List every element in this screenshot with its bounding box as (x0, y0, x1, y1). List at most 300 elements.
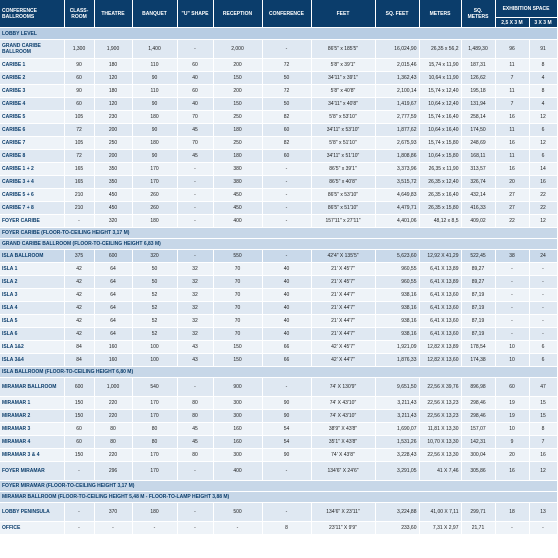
cell-theatre: 350 (94, 163, 132, 176)
cell-meters: 11,81 X 13,30 (419, 423, 461, 436)
cell-exh-a: 22 (495, 215, 529, 228)
cell-ushape: 43 (177, 354, 213, 367)
cell-meters: 15,74 x 15,80 (419, 137, 461, 150)
cell-conference: - (262, 462, 311, 481)
cell-exh-b: 6 (529, 341, 557, 354)
cell-sqfeet: 938,16 (375, 328, 419, 341)
room-name: ISLA 3 (0, 289, 64, 302)
cell-conference: 50 (262, 72, 311, 85)
cell-conference: - (262, 215, 311, 228)
cell-classroom: 60 (64, 436, 94, 449)
cell-sqfeet: 938,16 (375, 315, 419, 328)
cell-ushape: 80 (177, 410, 213, 423)
cell-theatre: 1,900 (94, 40, 132, 59)
cell-feet: 21' X 44'7" (311, 315, 375, 328)
cell-meters: 12,82 X 13,60 (419, 354, 461, 367)
cell-ushape: 40 (177, 98, 213, 111)
cell-feet: 86'5" x 51'10" (311, 202, 375, 215)
cell-exh-b: 47 (529, 378, 557, 397)
cell-conference: 40 (262, 289, 311, 302)
cell-banquet: 170 (132, 410, 177, 423)
header-exhibition-a: 2,5 X 3 M (495, 18, 529, 28)
cell-reception: 70 (213, 276, 262, 289)
cell-feet: 34'11" x 40'8" (311, 98, 375, 111)
cell-classroom: 210 (64, 189, 94, 202)
cell-theatre: 250 (94, 137, 132, 150)
table-row (0, 423, 557, 436)
cell-ushape: - (177, 503, 213, 522)
header-name: CONFERENCE BALLROOMS (0, 0, 64, 28)
cell-exh-b: 12 (529, 137, 557, 150)
section-label-row (0, 481, 557, 492)
table-row (0, 150, 557, 163)
cell-exh-a: 16 (495, 137, 529, 150)
cell-exh-b: - (529, 289, 557, 302)
cell-reception: 250 (213, 111, 262, 124)
table-row (0, 503, 557, 522)
cell-conference: 90 (262, 410, 311, 423)
cell-meters: 26,35 x 15,80 (419, 202, 461, 215)
cell-exh-b: 12 (529, 215, 557, 228)
cell-sqmeters: 87,19 (461, 328, 495, 341)
table-row (0, 328, 557, 341)
cell-feet: 134'6" X 24'6" (311, 462, 375, 481)
cell-exh-b: 8 (529, 59, 557, 72)
table-row (0, 276, 557, 289)
cell-sqfeet: 1,690,07 (375, 423, 419, 436)
cell-feet: 21' X 44'7" (311, 328, 375, 341)
cell-theatre: 64 (94, 263, 132, 276)
cell-reception: 70 (213, 315, 262, 328)
cell-feet: 157'11" x 27'11" (311, 215, 375, 228)
cell-conference: 82 (262, 137, 311, 150)
cell-ushape: - (177, 250, 213, 263)
cell-feet: 34'11" x 51'10" (311, 150, 375, 163)
cell-reception: 380 (213, 176, 262, 189)
room-name: CARIBE 3 + 4 (0, 176, 64, 189)
cell-meters: 26,35 x 16,40 (419, 189, 461, 202)
section-label: FOYER CARIBE (FLOOR-TO-CEILING HEIGHT 3,17 M) (0, 228, 557, 239)
cell-banquet: 90 (132, 124, 177, 137)
cell-ushape: 60 (177, 59, 213, 72)
cell-exh-a: - (495, 276, 529, 289)
cell-classroom: 42 (64, 315, 94, 328)
cell-sqmeters: 157,07 (461, 423, 495, 436)
room-name: CARIBE 8 (0, 150, 64, 163)
cell-conference: - (262, 503, 311, 522)
cell-reception: 380 (213, 163, 262, 176)
cell-theatre: 120 (94, 72, 132, 85)
room-name: MIRAMAR 3 (0, 423, 64, 436)
cell-feet: 21' X 44'7" (311, 302, 375, 315)
cell-meters: 15,74 x 16,40 (419, 111, 461, 124)
cell-exh-a: - (495, 328, 529, 341)
cell-sqmeters: 142,31 (461, 436, 495, 449)
cell-exh-b: 7 (529, 436, 557, 449)
cell-exh-a: 18 (495, 503, 529, 522)
cell-sqfeet: 3,224,88 (375, 503, 419, 522)
cell-exh-b: 22 (529, 189, 557, 202)
cell-ushape: 40 (177, 72, 213, 85)
cell-banquet: 80 (132, 423, 177, 436)
cell-banquet: 180 (132, 503, 177, 522)
cell-reception: 180 (213, 150, 262, 163)
cell-feet: 35'1" X 43'8" (311, 436, 375, 449)
cell-meters: 6,41 X 13,60 (419, 289, 461, 302)
cell-feet: 74' X 43'10" (311, 410, 375, 423)
cell-meters: 10,70 X 13,30 (419, 436, 461, 449)
cell-exh-b: 4 (529, 98, 557, 111)
cell-meters: 7,31 X 2,97 (419, 522, 461, 535)
cell-feet: 74' X 130'9" (311, 378, 375, 397)
cell-ushape: 80 (177, 449, 213, 462)
cell-ushape: 32 (177, 276, 213, 289)
cell-feet: 42'4" X 135'5" (311, 250, 375, 263)
cell-feet: 86'5" x 39'1" (311, 163, 375, 176)
cell-banquet: 260 (132, 189, 177, 202)
cell-classroom: 90 (64, 85, 94, 98)
cell-reception: 300 (213, 397, 262, 410)
room-name: MIRAMAR 2 (0, 410, 64, 423)
cell-meters: 10,64 x 15,80 (419, 150, 461, 163)
cell-reception: 250 (213, 137, 262, 150)
cell-banquet: 110 (132, 85, 177, 98)
cell-theatre: 320 (94, 215, 132, 228)
cell-theatre: 220 (94, 397, 132, 410)
cell-conference: 66 (262, 341, 311, 354)
cell-sqfeet: 4,649,83 (375, 189, 419, 202)
table-row (0, 163, 557, 176)
cell-classroom: 42 (64, 328, 94, 341)
cell-conference: 66 (262, 354, 311, 367)
table-row (0, 397, 557, 410)
section-label: ISLA BALLROOM (FLOOR-TO-CEILING HEIGHT 6,80 M) (0, 367, 557, 378)
cell-banquet: 170 (132, 397, 177, 410)
table-row (0, 462, 557, 481)
cell-sqfeet: 4,479,71 (375, 202, 419, 215)
cell-sqmeters: 131,94 (461, 98, 495, 111)
cell-sqmeters: 258,14 (461, 111, 495, 124)
cell-ushape: - (177, 176, 213, 189)
section-label: FOYER MIRAMAR (FLOOR-TO-CEILING HEIGHT 3,17 M) (0, 481, 557, 492)
room-name: ISLA 1 (0, 263, 64, 276)
cell-meters: 15,74 x 12,40 (419, 85, 461, 98)
cell-sqmeters: 896,98 (461, 378, 495, 397)
cell-sqfeet: 3,228,43 (375, 449, 419, 462)
cell-sqfeet: 1,531,26 (375, 436, 419, 449)
cell-sqmeters: 126,62 (461, 72, 495, 85)
cell-exh-a: 16 (495, 163, 529, 176)
cell-exh-b: 6 (529, 124, 557, 137)
room-name: CARIBE 3 (0, 85, 64, 98)
cell-theatre: 180 (94, 85, 132, 98)
cell-reception: 450 (213, 202, 262, 215)
cell-exh-a: 20 (495, 449, 529, 462)
cell-sqfeet: 1,419,67 (375, 98, 419, 111)
cell-sqmeters: 305,86 (461, 462, 495, 481)
cell-exh-b: 13 (529, 503, 557, 522)
cell-sqmeters: 432,14 (461, 189, 495, 202)
cell-sqmeters: 313,57 (461, 163, 495, 176)
section-label-row (0, 28, 557, 40)
cell-classroom: 375 (64, 250, 94, 263)
cell-ushape: 32 (177, 315, 213, 328)
cell-banquet: 320 (132, 250, 177, 263)
cell-theatre: 220 (94, 410, 132, 423)
cell-feet: 5'8" x 39'1" (311, 59, 375, 72)
cell-banquet: 90 (132, 150, 177, 163)
cell-ushape: - (177, 462, 213, 481)
section-label: GRAND CARIBE BALLROOM (FLOOR-TO-CEILING HEIGHT 6,83 M) (0, 239, 557, 250)
cell-sqfeet: 2,015,46 (375, 59, 419, 72)
cell-banquet: 180 (132, 111, 177, 124)
cell-exh-b: 6 (529, 150, 557, 163)
cell-sqmeters: 300,04 (461, 449, 495, 462)
header-exhibition: EXHIBITION SPACE (495, 0, 557, 18)
cell-ushape: 32 (177, 289, 213, 302)
cell-sqfeet: 3,211,43 (375, 410, 419, 423)
cell-sqmeters: 298,46 (461, 397, 495, 410)
section-label-row (0, 367, 557, 378)
cell-sqfeet: 3,515,72 (375, 176, 419, 189)
cell-ushape: - (177, 215, 213, 228)
cell-conference: 8 (262, 522, 311, 535)
cell-banquet: 90 (132, 98, 177, 111)
table-row (0, 176, 557, 189)
cell-meters: 6,41 X 13,60 (419, 315, 461, 328)
table-row (0, 40, 557, 59)
cell-banquet: 1,400 (132, 40, 177, 59)
table-row (0, 436, 557, 449)
cell-feet: 134'6" X 23'11" (311, 503, 375, 522)
cell-classroom: 105 (64, 137, 94, 150)
cell-sqfeet: 16,024,90 (375, 40, 419, 59)
cell-theatre: 80 (94, 423, 132, 436)
cell-classroom: 150 (64, 410, 94, 423)
cell-meters: 10,64 x 16,40 (419, 124, 461, 137)
room-name: CARIBE 7 + 8 (0, 202, 64, 215)
cell-reception: 70 (213, 302, 262, 315)
cell-banquet: 100 (132, 341, 177, 354)
cell-banquet: 52 (132, 328, 177, 341)
cell-exh-a: - (495, 289, 529, 302)
cell-classroom: 60 (64, 98, 94, 111)
room-name: GRAND CARIBE BALLROOM (0, 40, 64, 59)
cell-sqmeters: 168,11 (461, 150, 495, 163)
cell-reception: 200 (213, 85, 262, 98)
cell-reception: 70 (213, 263, 262, 276)
table-row (0, 202, 557, 215)
cell-sqfeet: 1,921,09 (375, 341, 419, 354)
cell-feet: 86'5" x 185'5" (311, 40, 375, 59)
room-name: CARIBE 2 (0, 72, 64, 85)
cell-banquet: - (132, 522, 177, 535)
header-conference: CONFERENCE (262, 0, 311, 28)
cell-banquet: 50 (132, 263, 177, 276)
cell-ushape: - (177, 522, 213, 535)
cell-sqfeet: 938,16 (375, 289, 419, 302)
cell-exh-b: - (529, 276, 557, 289)
cell-classroom: 150 (64, 449, 94, 462)
cell-feet: 5'8" x 51'10" (311, 137, 375, 150)
cell-meters: 41 X 7,46 (419, 462, 461, 481)
cell-classroom: 72 (64, 150, 94, 163)
header-feet: FEET (311, 0, 375, 28)
cell-exh-b: 15 (529, 397, 557, 410)
cell-banquet: 170 (132, 163, 177, 176)
cell-banquet: 80 (132, 436, 177, 449)
cell-exh-b: 12 (529, 462, 557, 481)
cell-ushape: 45 (177, 423, 213, 436)
cell-theatre: 370 (94, 503, 132, 522)
cell-ushape: 45 (177, 124, 213, 137)
cell-exh-a: 11 (495, 150, 529, 163)
cell-meters: 22,56 X 13,23 (419, 397, 461, 410)
cell-sqmeters: 299,71 (461, 503, 495, 522)
cell-sqmeters: 416,33 (461, 202, 495, 215)
cell-reception: 150 (213, 354, 262, 367)
cell-classroom: 42 (64, 276, 94, 289)
cell-meters: 10,64 x 12,40 (419, 98, 461, 111)
cell-reception: 2,000 (213, 40, 262, 59)
cell-sqmeters: 326,74 (461, 176, 495, 189)
cell-feet: 74' X 43'8" (311, 449, 375, 462)
room-name: FOYER CARIBE (0, 215, 64, 228)
cell-exh-b: - (529, 315, 557, 328)
cell-sqmeters: 87,19 (461, 302, 495, 315)
table-row (0, 85, 557, 98)
cell-classroom: 72 (64, 124, 94, 137)
table-row (0, 111, 557, 124)
cell-sqfeet: 3,291,05 (375, 462, 419, 481)
cell-conference: - (262, 189, 311, 202)
cell-theatre: 120 (94, 98, 132, 111)
cell-exh-a: 7 (495, 98, 529, 111)
cell-sqfeet: 5,623,60 (375, 250, 419, 263)
cell-exh-b: 6 (529, 354, 557, 367)
cell-meters: 22,56 X 13,30 (419, 449, 461, 462)
cell-conference: 40 (262, 328, 311, 341)
cell-exh-a: 9 (495, 436, 529, 449)
header-theatre: THEATRE (94, 0, 132, 28)
table-row (0, 410, 557, 423)
cell-conference: 40 (262, 276, 311, 289)
table-row (0, 137, 557, 150)
cell-conference: 54 (262, 436, 311, 449)
cell-sqmeters: 174,38 (461, 354, 495, 367)
cell-banquet: 110 (132, 59, 177, 72)
cell-conference: 40 (262, 302, 311, 315)
room-name: ISLA 3&4 (0, 354, 64, 367)
cell-theatre: 64 (94, 276, 132, 289)
cell-exh-a: - (495, 522, 529, 535)
cell-meters: 6,41 X 13,60 (419, 302, 461, 315)
room-name: ISLA 6 (0, 328, 64, 341)
cell-ushape: - (177, 202, 213, 215)
cell-reception: 900 (213, 378, 262, 397)
cell-theatre: 80 (94, 436, 132, 449)
cell-conference: - (262, 40, 311, 59)
cell-exh-a: 10 (495, 354, 529, 367)
cell-classroom: 84 (64, 341, 94, 354)
cell-exh-b: - (529, 263, 557, 276)
room-name: MIRAMAR 4 (0, 436, 64, 449)
cell-sqfeet: 3,211,43 (375, 397, 419, 410)
cell-conference: 72 (262, 85, 311, 98)
cell-theatre: 200 (94, 150, 132, 163)
cell-theatre: 160 (94, 354, 132, 367)
cell-banquet: 170 (132, 449, 177, 462)
table-row (0, 341, 557, 354)
cell-theatre: - (94, 522, 132, 535)
cell-sqmeters: 409,02 (461, 215, 495, 228)
table-row (0, 354, 557, 367)
cell-feet: 21' X 45'7" (311, 263, 375, 276)
table-row (0, 59, 557, 72)
cell-exh-a: 10 (495, 423, 529, 436)
cell-sqmeters: 187,31 (461, 59, 495, 72)
cell-classroom: 42 (64, 289, 94, 302)
cell-sqfeet: 9,651,50 (375, 378, 419, 397)
cell-ushape: 45 (177, 436, 213, 449)
cell-exh-b: 16 (529, 449, 557, 462)
table-row (0, 315, 557, 328)
room-name: ISLA BALLROOM (0, 250, 64, 263)
room-name: LOBBY PENINSULA (0, 503, 64, 522)
cell-meters: 6,41 X 13,89 (419, 276, 461, 289)
table-row (0, 289, 557, 302)
cell-sqfeet: 960,55 (375, 276, 419, 289)
cell-exh-a: 27 (495, 202, 529, 215)
cell-ushape: 60 (177, 85, 213, 98)
cell-theatre: 1,000 (94, 378, 132, 397)
header-classroom: CLASS-ROOM (64, 0, 94, 28)
cell-meters: 12,92 X 41,29 (419, 250, 461, 263)
cell-meters: 22,56 X 13,23 (419, 410, 461, 423)
cell-conference: 72 (262, 59, 311, 72)
cell-banquet: 52 (132, 302, 177, 315)
room-name: ISLA 5 (0, 315, 64, 328)
table-row (0, 72, 557, 85)
cell-conference: - (262, 176, 311, 189)
cell-exh-a: 16 (495, 462, 529, 481)
cell-exh-a: 11 (495, 124, 529, 137)
cell-sqfeet: 1,362,43 (375, 72, 419, 85)
room-name: MIRAMAR BALLROOM (0, 378, 64, 397)
cell-meters: 6,41 X 13,89 (419, 263, 461, 276)
room-name: ISLA 4 (0, 302, 64, 315)
cell-classroom: 165 (64, 176, 94, 189)
cell-classroom: 42 (64, 263, 94, 276)
cell-sqmeters: 87,19 (461, 315, 495, 328)
cell-classroom: 105 (64, 111, 94, 124)
room-name: FOYER MIRAMAR (0, 462, 64, 481)
cell-conference: - (262, 202, 311, 215)
cell-sqfeet: 4,401,06 (375, 215, 419, 228)
cell-exh-b: 8 (529, 85, 557, 98)
cell-classroom: 165 (64, 163, 94, 176)
cell-reception: 150 (213, 72, 262, 85)
cell-reception: - (213, 522, 262, 535)
cell-classroom: 60 (64, 72, 94, 85)
room-name: CARIBE 4 (0, 98, 64, 111)
cell-feet: 5'8" x 53'10" (311, 111, 375, 124)
header-banquet: BANQUET (132, 0, 177, 28)
table-row (0, 250, 557, 263)
cell-theatre: 296 (94, 462, 132, 481)
cell-exh-a: 16 (495, 111, 529, 124)
cell-meters: 10,64 x 11,90 (419, 72, 461, 85)
